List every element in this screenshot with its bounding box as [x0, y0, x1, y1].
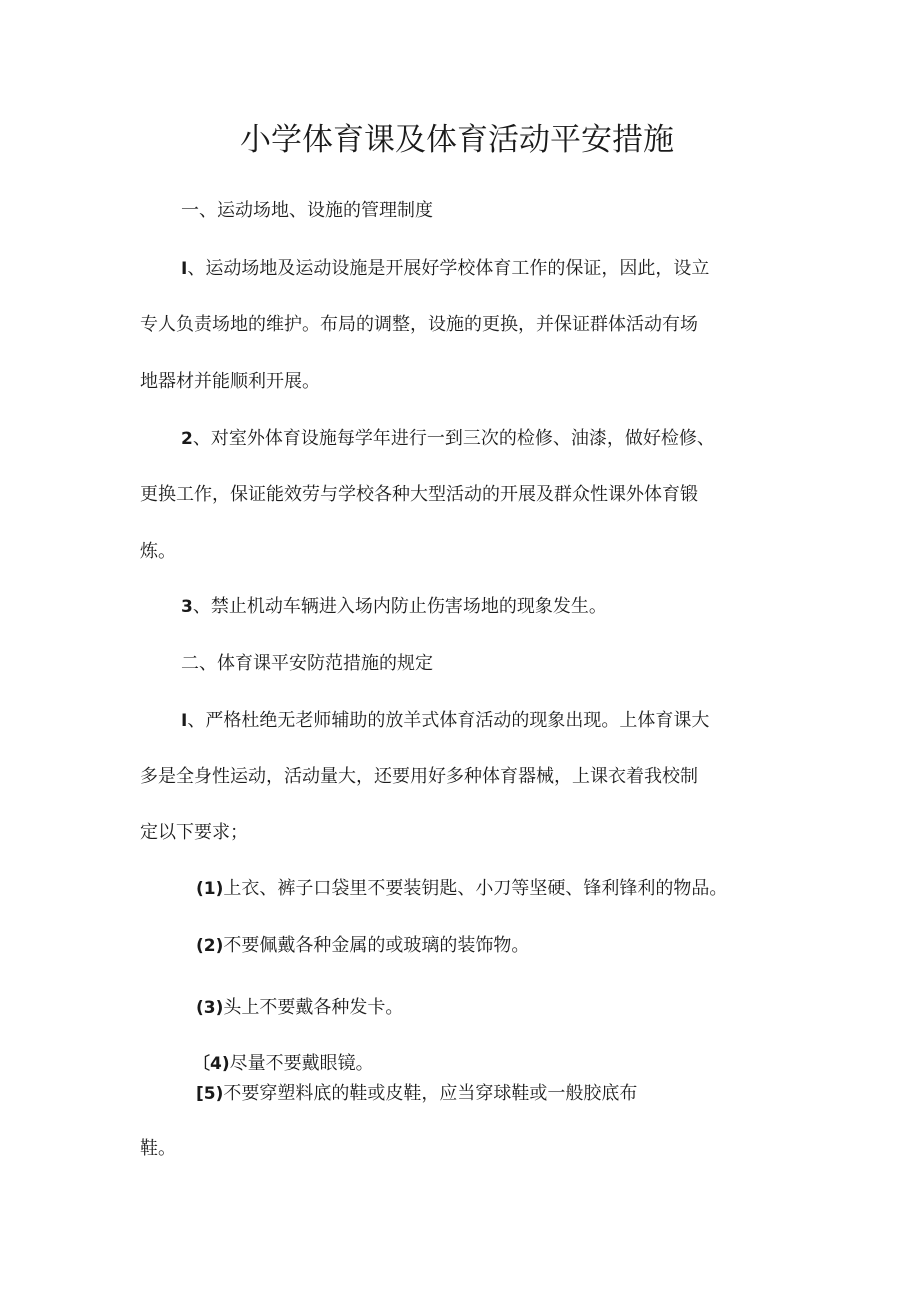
sub-item-text: 尽量不要戴眼镜。: [229, 1053, 374, 1074]
section-2-item-1-line-3: 定以下要求；: [140, 822, 248, 843]
sub-item-number: (3): [196, 998, 224, 1018]
sub-item-5-line-2: 鞋。: [140, 1138, 176, 1159]
section-1-item-1-line-2: 专人负责场地的维护。布局的调整，设施的更换，并保证群体活动有场: [140, 314, 698, 335]
section-2-item-1-line-1: [181, 708, 709, 734]
sub-item-text: 头上不要戴各种发卡。: [223, 997, 404, 1018]
section-1-heading: 一、运动场地、设施的管理制度: [181, 200, 433, 221]
sub-item-number: (1): [196, 879, 224, 899]
item-number: I: [181, 711, 188, 731]
sub-item-text: 上衣、裤子口袋里不要装钥匙、小刀等坚硬、锋利锋利的物品。: [223, 878, 728, 899]
section-2-heading: 二、体育课平安防范措施的规定: [181, 653, 433, 674]
section-1-item-1-line-3: 地器材并能顺利开展。: [140, 371, 320, 392]
item-text: 、严格杜绝无老师辅助的放羊式体育活动的现象出现。上体育课大: [187, 710, 710, 731]
sub-item-text: 不要佩戴各种金属的或玻璃的装饰物。: [223, 935, 530, 956]
item-text: 、运动场地及运动设施是开展好学校体育工作的保证，因此，设立: [187, 258, 710, 279]
item-text: 、对室外体育设施每学年进行一到三次的检修、油漆，做好检修、: [192, 428, 715, 449]
sub-item-3: [196, 995, 403, 1021]
section-1-item-2-line-1: [181, 426, 715, 452]
sub-item-text: 不要穿塑料底的鞋或皮鞋，应当穿球鞋或一般胶底布: [223, 1083, 638, 1104]
section-2-item-1-line-2: 多是全身性运动，活动量大，还要用好多种体育器械，上课衣着我校制: [140, 766, 698, 787]
section-1-item-2-line-2: 更换工作，保证能效劳与学校各种大型活动的开展及群众性课外体育锻: [140, 484, 698, 505]
sub-item-1: [196, 876, 727, 902]
document-title: 小学体育课及体育活动平安措施: [240, 122, 674, 158]
sub-item-number: [5): [196, 1084, 224, 1104]
item-text: 、禁止机动车辆进入场内防止伤害场地的现象发生。: [192, 596, 607, 617]
sub-item-2: [196, 933, 529, 959]
item-number: I: [181, 259, 188, 279]
section-1-item-3: [181, 594, 607, 620]
sub-item-4: [193, 1051, 374, 1077]
sub-item-number: 〔4): [193, 1054, 230, 1074]
sub-item-number: (2): [196, 936, 224, 956]
item-number: 2: [181, 429, 193, 449]
item-number: 3: [181, 597, 193, 617]
section-1-item-2-line-3: 炼。: [140, 541, 176, 562]
section-1-item-1-line-1: [181, 256, 709, 282]
sub-item-5-line-1: [196, 1081, 637, 1107]
